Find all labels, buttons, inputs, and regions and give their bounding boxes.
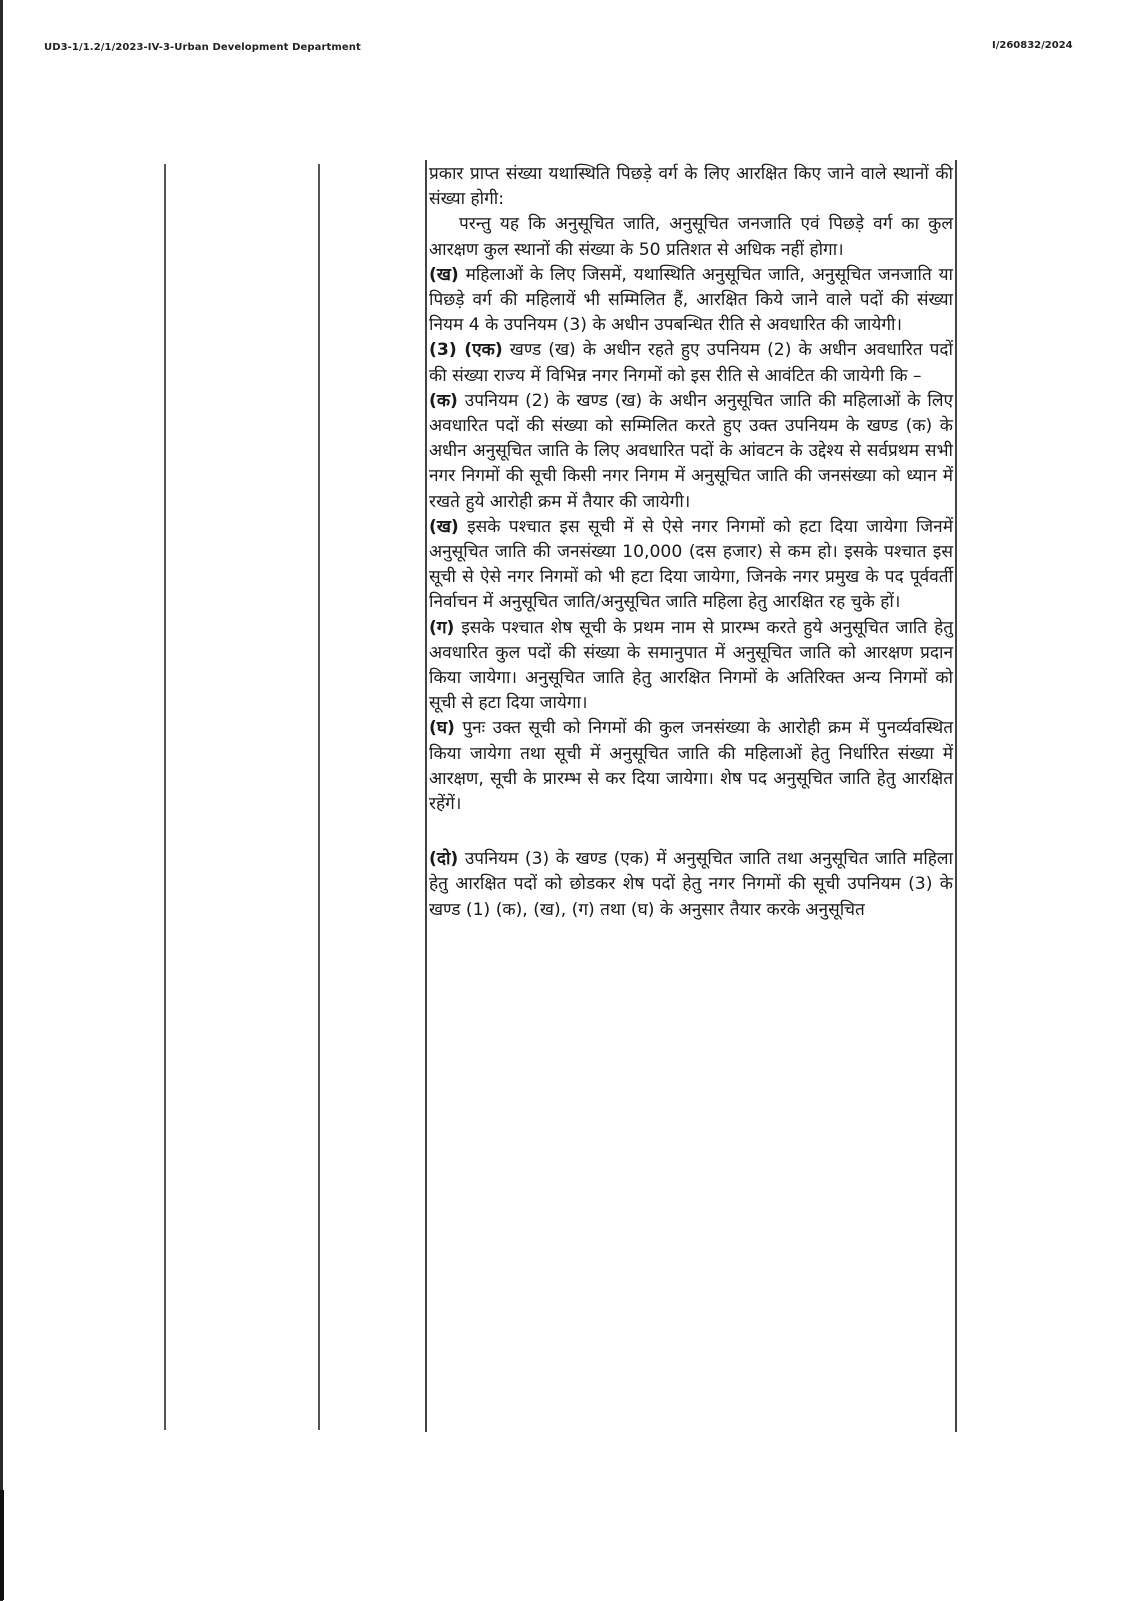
- clause-label: (दो): [429, 849, 459, 870]
- paragraph-do: (दो) उपनियम (3) के खण्ड (एक) में अनुसूचित जाति तथा अनुसूचित जाति महिला हेतु आरक्षित पदों को छोडकर शेष पदों हेतु नगर निगमों की सूची उपनियम (3) के खण्ड (1) (क), (ख), (ग) तथा (घ) के अनुसार तैयार करके अनुसूचित: [429, 849, 953, 920]
- rule-text-column: [425, 160, 957, 1432]
- paragraph-gha: (घ) पुनः उक्त सूची को निगमों की कुल जनसंख्या के आरोही क्रम में पुनर्व्यवस्थित किया जायेगा तथा सूची में अनुसूचित जाति की महिलाओं हेतु निर्धारित संख्या में आरक्षण, सूची के प्रारम्भ से कर दिया जायेगा। शेष पद अनुसूचित जाति हेतु आरक्षित रहेंगें।: [429, 718, 953, 815]
- document-number: I/260832/2024: [992, 40, 1073, 51]
- paragraph-proviso: परन्तु यह कि अनुसूचित जाति, अनुसूचित जनजाति एवं पिछड़े वर्ग का कुल आरक्षण कुल स्थानों की संख्या के 50 प्रतिशत से अधिक नहीं होगा।: [429, 214, 953, 260]
- clause-label: (क): [429, 390, 458, 411]
- paragraph-gap: [429, 817, 953, 847]
- clause-label: (ख): [429, 264, 459, 285]
- clause-label: (ग): [429, 617, 455, 638]
- column-divider-1: [164, 164, 166, 1430]
- clause-label: (3) (एक): [429, 340, 503, 361]
- column-divider-2: [318, 164, 320, 1430]
- paragraph-backward-class-count: प्रकार प्राप्त संख्या यथास्थिति पिछड़े वर्ग के लिए आरक्षित किए जाने वाले स्थानों की संख्या होगी:: [429, 164, 953, 210]
- paragraph-kha-women: (ख) महिलाओं के लिए जिसमें, यथास्थिति अनुसूचित जाति, अनुसूचित जनजाति या पिछड़े वर्ग की महिलायें भी सम्मिलित हैं, आरक्षित किये जाने वाले पदों की संख्या नियम 4 के उपनियम (3) के अधीन उपबन्धित रीति से अवधारित की जायेगी।: [429, 264, 953, 336]
- scan-edge: [0, 0, 3, 1601]
- paragraph-3-ek: (3) (एक) खण्ड (ख) के अधीन रहते हुए उपनियम (2) के अधीन अवधारित पदों की संख्या राज्य में विभिन्न नगर निगमों को इस रीति से आवंटित की जायेगी कि –: [429, 340, 953, 386]
- clause-label: (घ): [429, 718, 455, 739]
- rule-text: [427, 160, 955, 923]
- clause-label: (ख): [429, 516, 459, 537]
- paragraph-kha: (ख) इसके पश्चात इस सूची में से ऐसे नगर निगमों को हटा दिया जायेगा जिनमें अनुसूचित जाति की जनसंख्या 10,000 (दस हजार) से कम हो। इसके पश्चात इस सूची से ऐसे नगर निगमों को भी हटा दिया जायेगा, जिनके नगर प्रमुख के पद पूर्ववर्ती निर्वाचन में अनुसूचित जाति/अनुसूचित जाति महिला हेतु आरक्षित रह चुके हों।: [429, 516, 953, 613]
- file-reference: UD3-1/1.2/1/2023-IV-3-Urban Development Department: [44, 42, 361, 53]
- paragraph-ga: (ग) इसके पश्चात शेष सूची के प्रथम नाम से प्रारम्भ करते हुये अनुसूचित जाति हेतु अवधारित कुल पदों की संख्या के समानुपात में अनुसूचित जाति को आरक्षण प्रदान किया जायेगा। अनुसूचित जाति हेतु आरक्षित निगमों के अतिरिक्त अन्य निगमों को सूची से हटा दिया जायेगा।: [429, 617, 953, 714]
- paragraph-ka: (क) उपनियम (2) के खण्ड (ख) के अधीन अनुसूचित जाति की महिलाओं के लिए अवधारित पदों की संख्या को सम्मिलित करते हुए उक्त उपनियम के खण्ड (क) के अधीन अनुसूचित जाति के लिए अवधारित पदों के आंवटन के उद्देश्य से सर्वप्रथम सभी नगर निगमों की सूची किसी नगर निगम में अनुसूचित जाति की जनसंख्या को ध्यान में रखते हुये आरोही क्रम में तैयार की जायेगी।: [429, 390, 953, 512]
- scan-edge-mark: [0, 1490, 4, 1600]
